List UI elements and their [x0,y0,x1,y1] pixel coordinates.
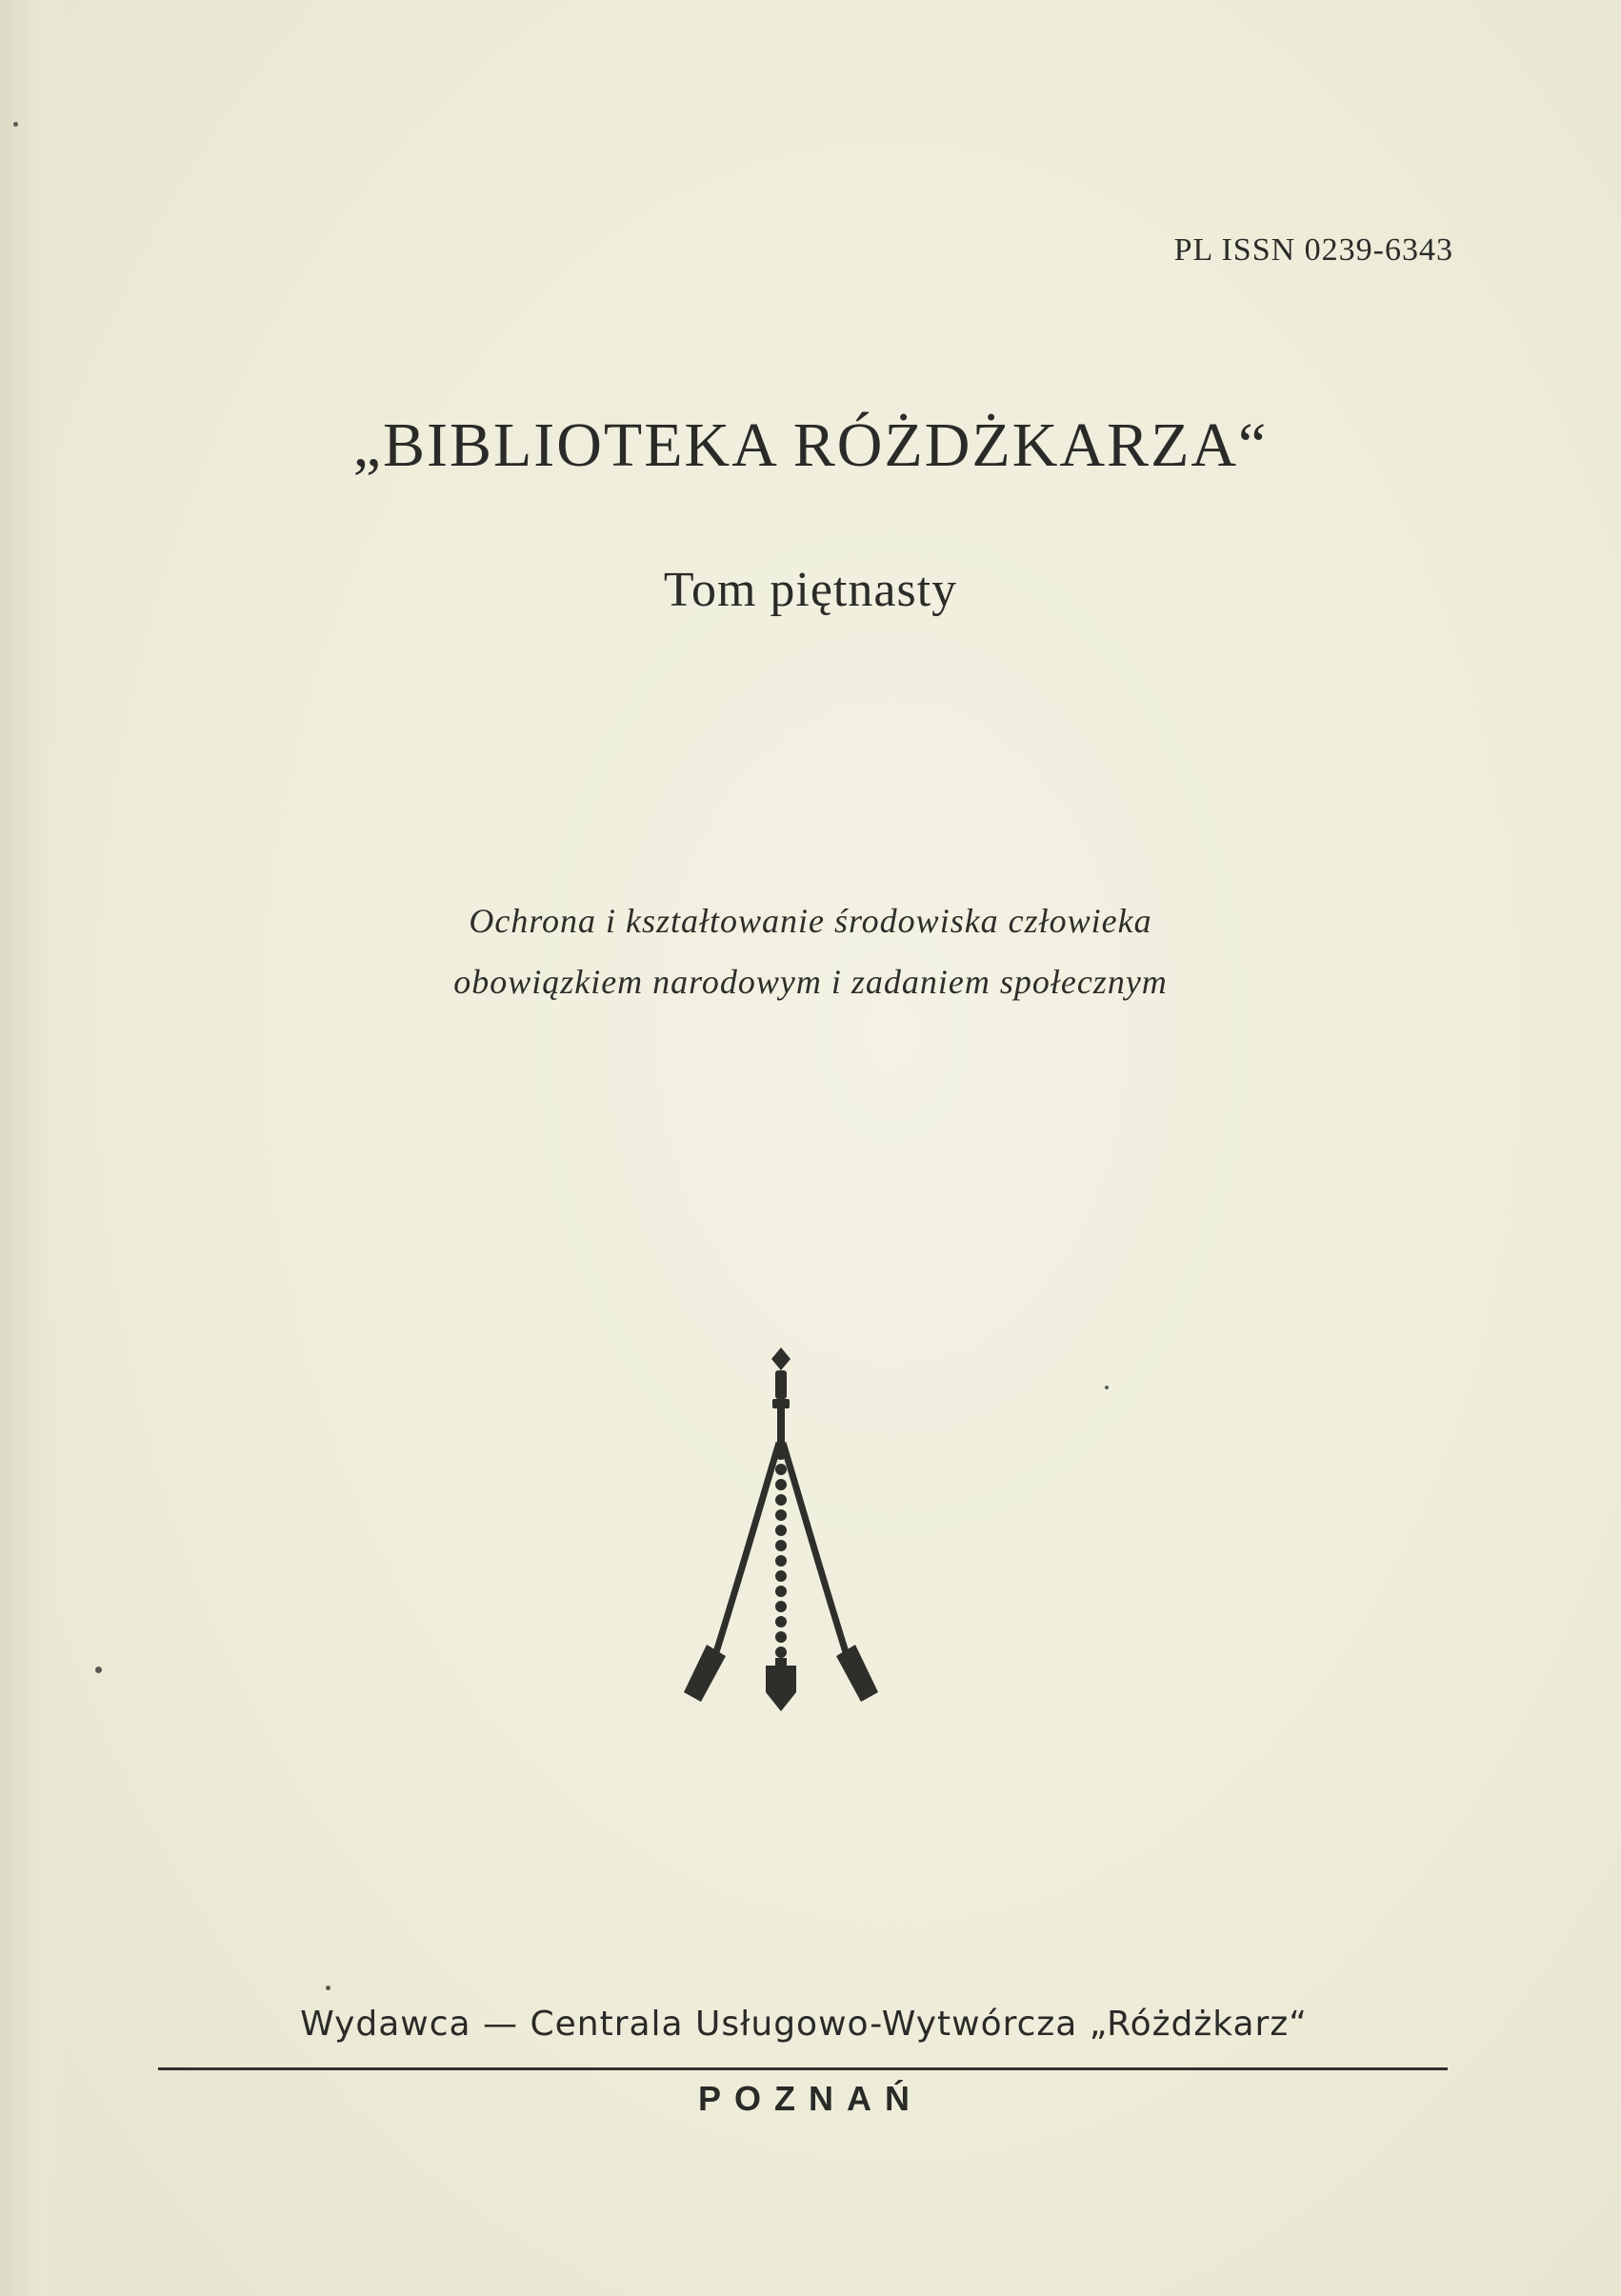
spine-shadow [0,0,67,2296]
paper-speck [95,1667,102,1673]
motto-line-2: obowiązkiem narodowym i zadaniem społecznym [453,963,1168,1001]
motto-line-1: Ochrona i kształtowanie środowiska człowieka [469,902,1152,940]
paper-speck [13,122,18,127]
motto [0,890,1621,1012]
dowsing-pendulum-rod-icon [657,1338,905,1757]
divider-rule [158,2067,1448,2070]
publisher-line: Wydawca — Centrala Usługowo-Wytwórcza „Różdżkarz“ [300,2005,1308,2044]
issn-number: PL ISSN 0239-6343 [1173,232,1453,268]
publication-city: POZNAŃ [698,2079,923,2118]
volume-number: Tom piętnasty [663,563,958,617]
paper-speck [326,1986,330,1990]
paper-speck [1105,1386,1109,1389]
series-title: „BIBLIOTEKA RÓŻDŻKARZA“ [352,410,1269,480]
